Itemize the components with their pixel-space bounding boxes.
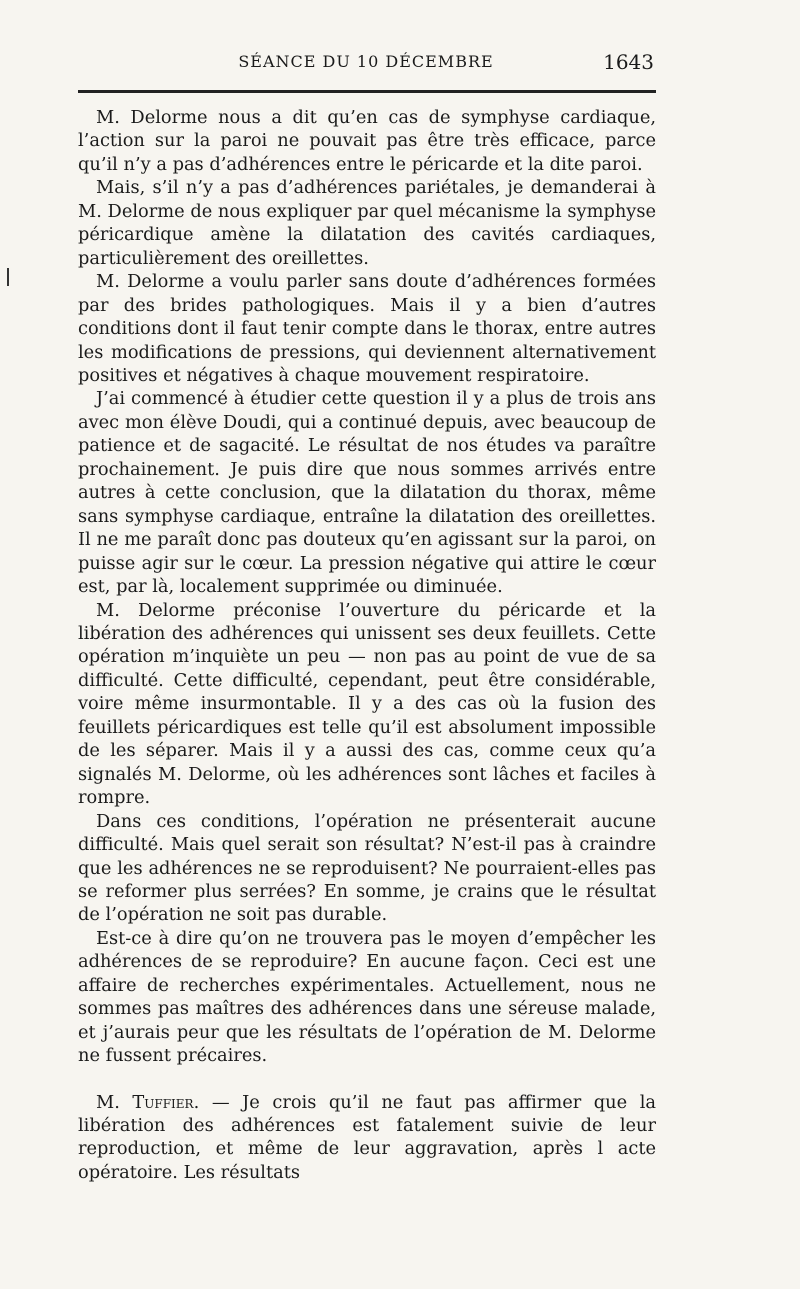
page-header	[78, 48, 654, 78]
running-title: SÉANCE DU 10 DÉCEMBRE	[238, 52, 494, 71]
speaker-paragraph	[78, 1091, 656, 1185]
paragraph: Est-ce à dire qu’on ne trouvera pas le moyen d’empêcher les adhérences de se reproduire? En aucune façon. Ceci est une affaire de recherches expérimentales. Actuellement, nous ne sommes pas maîtres des adhérences dans une séreuse malade, et j’aurais peur que les résultats de l’opération de M. Delorme ne fussent précaires.	[78, 927, 656, 1067]
page-number: 1643	[603, 50, 654, 74]
paragraph: J’ai commencé à étudier cette question il y a plus de trois ans avec mon élève Doudi, qui a continué depuis, avec beaucoup de patience et de sagacité. Le résultat de nos études va paraître prochainement. Je puis dire que nous sommes arrivés entre autres à cette conclusion, que la dilatation du thorax, même sans symphyse cardiaque, entraîne la dilatation des oreillettes. Il ne me paraît donc pas douteux qu’en agissant sur la paroi, on puisse agir sur le cœur. La pression négative qui attire le cœur est, par là, localement supprimée ou diminuée.	[78, 388, 656, 598]
paragraph: M. Delorme préconise l’ouverture du péricarde et la libération des adhérences qui unissent ses deux feuillets. Cette opération m’inquiète un peu — non pas au point de vue de sa difficulté. Cette difficulté, cependant, peut être considérable, voire même insurmontable. Il y a des cas où la fusion des feuillets péricardiques est telle qu’il est absolument impossible de les séparer. Mais il y a aussi des cas, comme ceux qu’a signalés M. Delorme, où les adhérences sont lâches et faciles à rompre.	[78, 599, 656, 809]
body-text	[78, 106, 656, 1184]
header-rule	[78, 90, 656, 93]
margin-mark	[7, 268, 9, 286]
paragraph: Dans ces conditions, l’opération ne présenterait aucune difficulté. Mais quel serait son résultat? N’est-il pas à craindre que les adhérences ne se reproduisent? Ne pourraient-elles pas se reformer plus serrées? En somme, je crains que le résultat de l’opération ne soit pas durable.	[78, 810, 656, 926]
speaker-name: M. Tuffier.	[96, 1091, 200, 1113]
paragraph: Mais, s’il n’y a pas d’adhérences pariétales, je demanderai à M. Delorme de nous expliquer par quel mécanisme la symphyse péricardique amène la dilatation des cavités cardiaques, particulièrement des oreillettes.	[78, 177, 656, 269]
speaker-text: — Je crois qu’il ne faut pas affirmer que la libération des adhérences est fatalement suivie de leur reproduction, et même de leur aggravation, après l acte opératoire. Les résultats	[78, 1091, 656, 1183]
paragraph: M. Delorme a voulu parler sans doute d’adhérences formées par des brides pathologiques. Mais il y a bien d’autres conditions dont il faut tenir compte dans le thorax, entre autres les modifications de pressions, qui deviennent alternativement positives et négatives à chaque mouvement respiratoire.	[78, 271, 656, 386]
paragraph: M. Delorme nous a dit qu’en cas de symphyse cardiaque, l’action sur la paroi ne pouvait pas être très efficace, parce qu’il n’y a pas d’adhérences entre le péricarde et la dite paroi.	[78, 107, 656, 175]
